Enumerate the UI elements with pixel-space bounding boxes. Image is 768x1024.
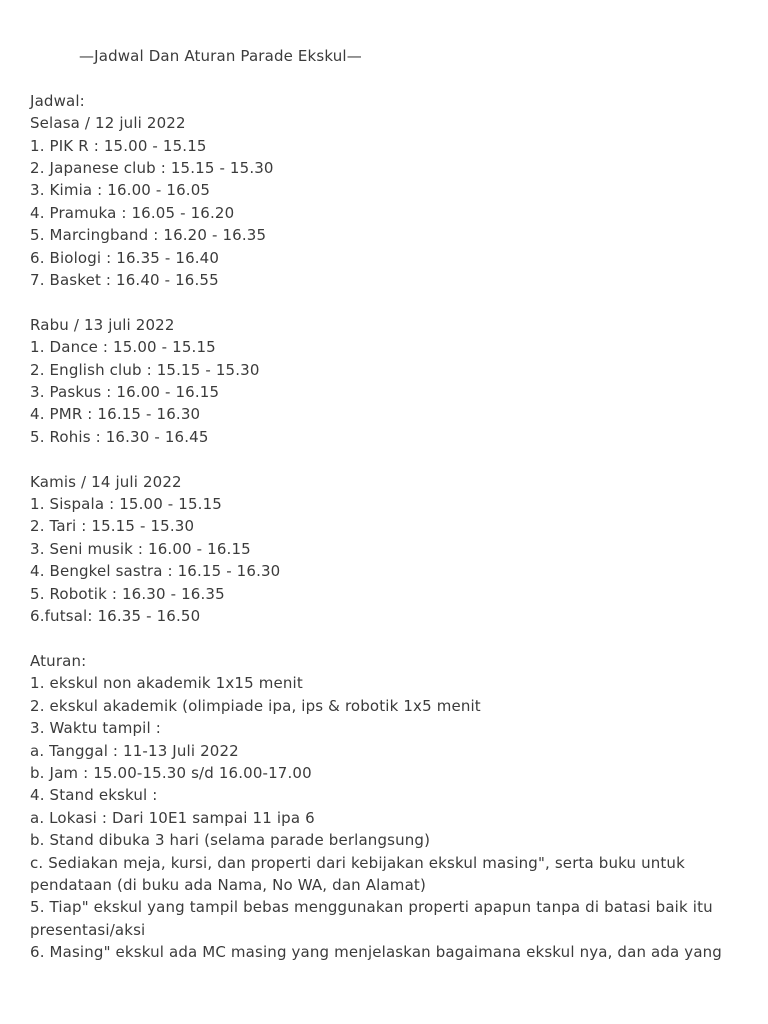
schedule-item: 3. Kimia : 16.00 - 16.05 — [30, 181, 211, 200]
schedule-item: 4. PMR : 16.15 - 16.30 — [30, 405, 201, 424]
day-heading: Rabu / 13 juli 2022 — [30, 315, 175, 334]
day-section-selasa — [30, 112, 742, 291]
rule-item: 1. ekskul non akademik 1x15 menit — [30, 674, 303, 693]
day-heading: Kamis / 14 juli 2022 — [30, 472, 182, 491]
schedule-item: 4. Pramuka : 16.05 - 16.20 — [30, 203, 235, 222]
schedule-item: 3. Seni musik : 16.00 - 16.15 — [30, 539, 251, 558]
schedule-item: 5. Marcingband : 16.20 - 16.35 — [30, 226, 267, 245]
rule-item: 4. Stand ekskul : — [30, 786, 158, 805]
schedule-item: 7. Basket : 16.40 - 16.55 — [30, 271, 219, 290]
schedule-item: 1. Dance : 15.00 - 15.15 — [30, 338, 216, 357]
page-title: —Jadwal Dan Aturan Parade Ekskul— — [79, 47, 362, 65]
rule-item: a. Tanggal : 11-13 Juli 2022 — [30, 741, 239, 760]
rule-item: 5. Tiap" ekskul yang tampil bebas menggunakan properti apapun tanpa di batasi baik itu presentasi/aksi — [30, 898, 713, 939]
note-body — [30, 45, 742, 964]
schedule-item: 6.futsal: 16.35 - 16.50 — [30, 607, 201, 626]
schedule-item: 2. Japanese club : 15.15 - 15.30 — [30, 159, 274, 178]
schedule-item: 5. Rohis : 16.30 - 16.45 — [30, 427, 209, 446]
day-section-kamis — [30, 471, 742, 628]
blank-line — [30, 291, 742, 313]
blank-line — [30, 67, 742, 89]
schedule-item: 6. Biologi : 16.35 - 16.40 — [30, 248, 220, 267]
rule-item: b. Jam : 15.00-15.30 s/d 16.00-17.00 — [30, 763, 312, 782]
schedule-item: 2. Tari : 15.15 - 15.30 — [30, 517, 195, 536]
rule-item: 3. Waktu tampil : — [30, 719, 161, 738]
blank-line — [30, 448, 742, 470]
blank-line — [30, 628, 742, 650]
schedule-item: 1. PIK R : 15.00 - 15.15 — [30, 136, 207, 155]
schedule-item: 4. Bengkel sastra : 16.15 - 16.30 — [30, 562, 281, 581]
schedule-item: 2. English club : 15.15 - 15.30 — [30, 360, 260, 379]
schedule-item: 5. Robotik : 16.30 - 16.35 — [30, 584, 225, 603]
rule-item: a. Lokasi : Dari 10E1 sampai 11 ipa 6 — [30, 808, 315, 827]
day-heading: Selasa / 12 juli 2022 — [30, 114, 186, 133]
rule-item: b. Stand dibuka 3 hari (selama parade berlangsung) — [30, 831, 431, 850]
rule-item: 6. Masing" ekskul ada MC masing yang menjelaskan bagaimana ekskul nya, dan ada yang — [30, 943, 722, 962]
schedule-item: 3. Paskus : 16.00 - 16.15 — [30, 383, 220, 402]
day-section-rabu — [30, 314, 742, 448]
schedule-item: 1. Sispala : 15.00 - 15.15 — [30, 495, 222, 514]
rules-section — [30, 650, 742, 964]
rules-heading: Aturan: — [30, 651, 87, 670]
rule-item: c. Sediakan meja, kursi, dan properti dari kebijakan ekskul masing", serta buku untuk pendataan (di buku ada Nama, No WA, dan Alamat) — [30, 853, 685, 894]
rule-item: 2. ekskul akademik (olimpiade ipa, ips & robotik 1x5 menit — [30, 696, 481, 715]
schedule-heading: Jadwal: — [30, 91, 85, 110]
